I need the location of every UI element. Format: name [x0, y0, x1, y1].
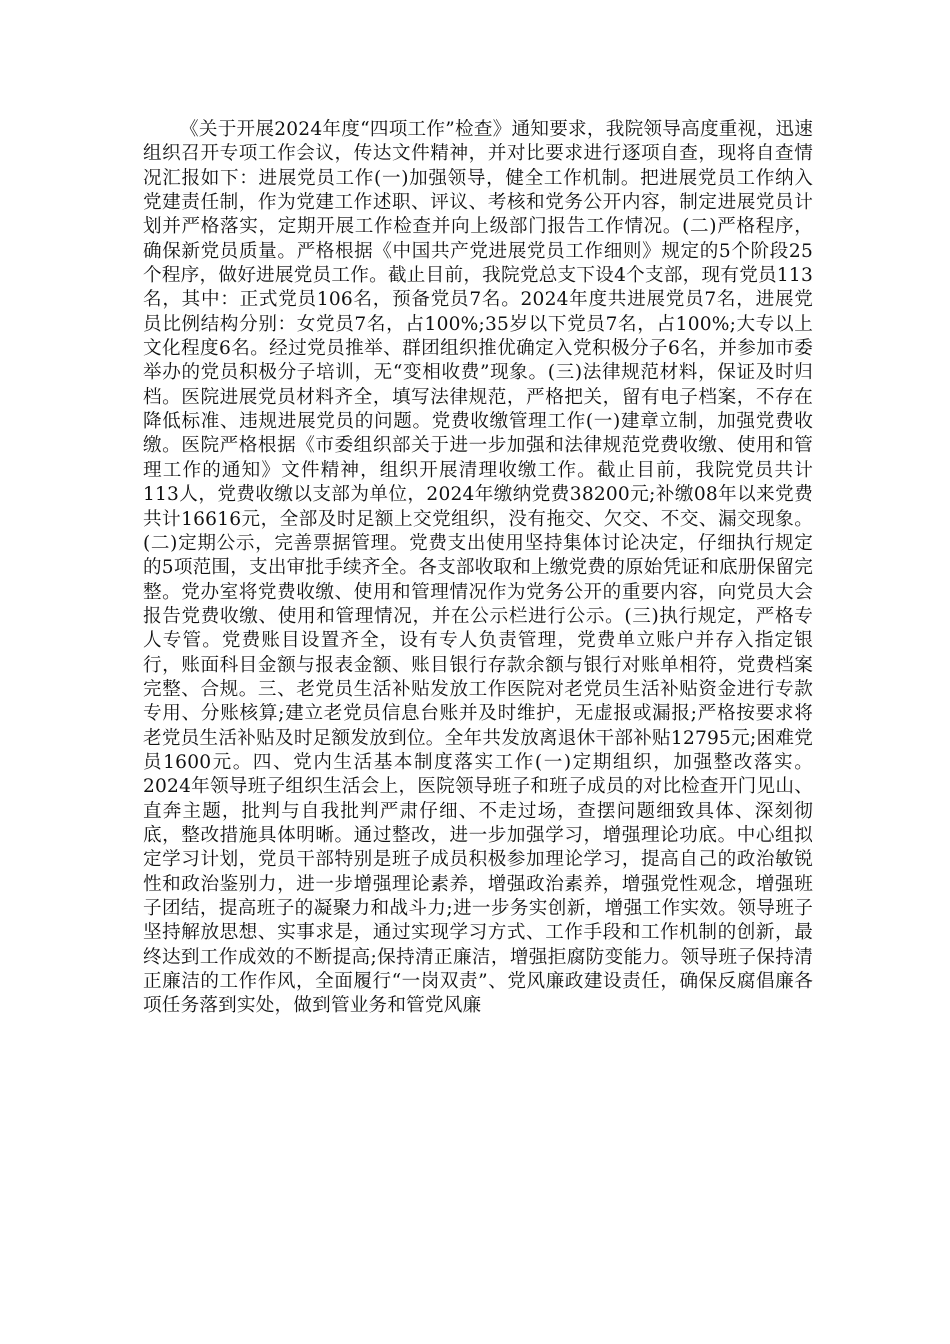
- body-paragraph: 《关于开展2024年度“四项工作”检查》通知要求，我院领导高度重视，迅速组织召开专项工作会议，传达文件精神，并对比要求进行逐项自查，现将自查情况汇报如下：进展党员工作(一)加强领导，健全工作机制。把进展党员工作纳入党建责任制，作为党建工作述职、评议、考核和党务公开内容，制定进展党员计划并严格落实，定期开展工作检查并向上级部门报告工作情况。(二)严格程序，确保新党员质量。严格根据《中国共产党进展党员工作细则》规定的5个阶段25个程序，做好进展党员工作。截止目前，我院党总支下设4个支部，现有党员113名，其中：正式党员106名，预备党员7名。2024年度共进展党员7名，进展党员比例结构分别：女党员7名，占100%;35岁以下党员7名，占100%;大专以上文化程度6名。经过党员推举、群团组织推优确定入党积极分子6名，并参加市委举办的党员积极分子培训，无“变相收费”现象。(三)法律规范材料，保证及时归档。医院进展党员材料齐全，填写法律规范，严格把关，留有电子档案，不存在降低标准、违规进展党员的问题。党费收缴管理工作(一)建章立制，加强党费收缴。医院严格根据《市委组织部关于进一步加强和法律规范党费收缴、使用和管理工作的通知》文件精神，组织开展清理收缴工作。截止目前，我院党员共计113人，党费收缴以支部为单位，2024年缴纳党费38200元;补缴08年以来党费共计16616元，全部及时足额上交党组织，没有拖交、欠交、不交、漏交现象。(二)定期公示，完善票据管理。党费支出使用坚持集体讨论决定，仔细执行规定的5项范围，支出审批手续齐全。各支部收取和上缴党费的原始凭证和底册保留完整。党办室将党费收缴、使用和管理情况作为党务公开的重要内容，向党员大会报告党费收缴、使用和管理情况，并在公示栏进行公示。(三)执行规定，严格专人专管。党费账目设置齐全，设有专人负责管理，党费单立账户并存入指定银行，账面科目金额与报表金额、账目银行存款余额与银行对账单相符，党费档案完整、合规。三、老党员生活补贴发放工作医院对老党员生活补贴资金进行专款专用、分账核算;建立老党员信息台账并及时维护，无虚报或漏报;严格按要求将老党员生活补贴及时足额发放到位。全年共发放离退休干部补贴12795元;困难党员1600元。四、党内生活基本制度落实工作(一)定期组织，加强整改落实。2024年领导班子组织生活会上，医院领导班子和班子成员的对比检查开门见山、直奔主题，批判与自我批判严肃仔细、不走过场，查摆问题细致具体、深刻彻底，整改措施具体明晰。通过整改，进一步加强学习，增强理论功底。中心组拟定学习计划，党员干部特别是班子成员积极参加理论学习，提高自己的政治敏锐性和政治鉴别力，进一步增强理论素养，增强政治素养，增强党性观念，增强班子团结，提高班子的凝聚力和战斗力;进一步务实创新，增强工作实效。领导班子坚持解放思想、实事求是，通过实现学习方式、工作手段和工作机制的创新，最终达到工作成效的不断提高;保持清正廉洁，增强拒腐防变能力。领导班子保持清正廉洁的工作作风，全面履行“一岗双责”、党风廉政建设责任，确保反腐倡廉各项任务落到实处，做到管业务和管党风廉: [143, 119, 813, 1017]
